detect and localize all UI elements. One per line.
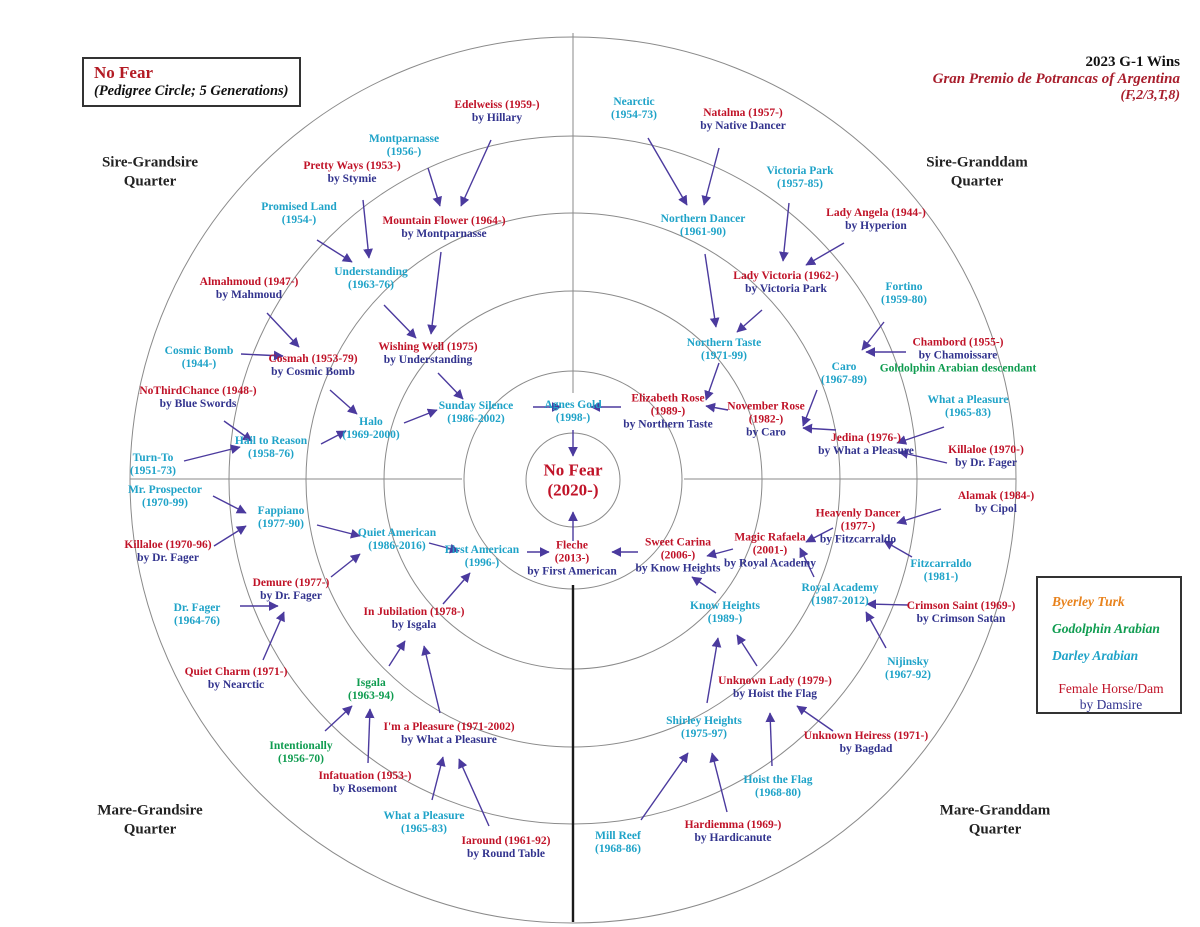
node-text-line: Infatuation (1953-): [318, 770, 412, 783]
node-wishing-well: [378, 341, 477, 367]
node-text-line: First American: [444, 544, 520, 557]
node-unknown-lady: [718, 675, 832, 701]
node-infatuation: [319, 770, 412, 796]
node-text-line: by Mahmoud: [215, 289, 283, 301]
node-lady-victoria: [733, 270, 838, 296]
node-text-line: Caro: [831, 361, 857, 374]
node-text-line: Fitzcarraldo: [910, 558, 972, 571]
quarter-line: Quarter: [950, 173, 1004, 189]
node-text-line: by Royal Academy: [724, 557, 816, 570]
node-text-line: by Know Heights: [635, 562, 721, 575]
node-text-line: What a Pleasure: [383, 810, 465, 823]
legend-damsire-label: by Damsire: [1079, 697, 1143, 713]
node-text-line: Victoria Park: [766, 165, 834, 178]
node-text-line: (1969-2000): [342, 429, 400, 441]
node-agnes-gold: [544, 399, 601, 425]
node-text-line: Fappiano: [257, 505, 305, 518]
quarter-label-mare-grandsire: [97, 801, 202, 839]
node-fortino: [881, 281, 927, 307]
node-text-line: (1986-2016): [368, 540, 426, 552]
node-text-line: (1982-): [748, 413, 784, 426]
node-quiet-american: [358, 527, 436, 553]
node-text-line: Killaloe (1970-): [948, 444, 1024, 457]
node-text-line: by Caro: [746, 426, 786, 439]
node-text-line: Isgala: [356, 677, 386, 690]
node-almahmoud: [200, 276, 299, 302]
node-text-line: Demure (1977-): [252, 577, 330, 590]
node-killaloe-left: [124, 539, 211, 565]
node-fitzcarraldo: [910, 558, 971, 584]
node-text-line: (1970-99): [142, 497, 188, 509]
node-killaloe-right: [948, 444, 1024, 470]
node-text-line: Understanding: [334, 266, 408, 279]
node-mountain-flower: [382, 215, 505, 241]
node-text-line: No Fear: [543, 460, 603, 480]
node-text-line: by Hyperion: [845, 220, 907, 232]
chart-subtitle: (Pedigree Circle; 5 Generations): [94, 83, 289, 99]
quarter-line: Quarter: [123, 821, 177, 837]
node-no-fear: [543, 461, 602, 502]
node-elizabeth-rose: [623, 393, 712, 432]
node-text-line: Sunday Silence: [438, 400, 514, 413]
node-sweet-carina: [636, 537, 721, 576]
node-montparnasse: [369, 133, 439, 159]
node-text-line: Unknown Lady (1979-): [718, 675, 832, 688]
node-text-line: Know Heights: [690, 600, 760, 613]
node-text-line: by Native Dancer: [700, 120, 786, 132]
legend-box: [1036, 576, 1182, 714]
legend-female-horse: [1052, 681, 1170, 713]
node-magic-rafaela: [724, 532, 816, 571]
node-heavenly-dancer: [816, 508, 901, 547]
node-mr-prospector: [128, 484, 202, 510]
node-lady-angela: [826, 207, 926, 233]
node-nothirdchance: [139, 385, 256, 411]
node-text-line: by Blue Swords: [159, 398, 237, 410]
node-text-line: (1956-): [386, 146, 422, 158]
node-text-line: Quiet American: [357, 527, 437, 540]
node-text-line: by Bagdad: [839, 743, 893, 755]
node-text-line: Shirley Heights: [666, 715, 742, 728]
node-edelweiss: [454, 99, 539, 125]
node-text-line: by Isgala: [391, 619, 437, 631]
node-text-line: Nijinsky: [887, 656, 929, 669]
node-cosmic-bomb: [165, 345, 234, 371]
node-jedina: [818, 432, 914, 458]
node-text-line: Mountain Flower (1964-): [382, 215, 506, 228]
node-demure: [253, 577, 330, 603]
node-text-line: by Fitzcarraldo: [819, 533, 897, 546]
node-text-line: by First American: [527, 565, 617, 578]
node-text-line: (1967-92): [885, 669, 931, 681]
node-hoist-the-flag: [744, 774, 813, 800]
node-alamak: [958, 490, 1034, 516]
node-chambord: [880, 337, 1037, 376]
node-royal-academy: [802, 582, 879, 608]
node-fappiano: [258, 505, 305, 531]
node-text-line: (2020-): [547, 481, 599, 500]
node-text-line: (1968-80): [755, 787, 801, 799]
legend-female-label: Female Horse/Dam: [1058, 681, 1164, 696]
node-iaround: [462, 835, 551, 861]
quarter-line: Mare-Granddam: [939, 802, 1051, 819]
node-text-line: Mr. Prospector: [127, 484, 203, 497]
node-text-line: (1959-80): [881, 294, 927, 306]
node-text-line: Dr. Fager: [173, 602, 221, 615]
node-text-line: (1968-86): [595, 843, 641, 855]
node-text-line: (1956-70): [277, 753, 324, 765]
node-text-line: (1963-94): [348, 690, 394, 702]
race-name: Gran Premio de Potrancas of Argentina: [932, 71, 1180, 87]
node-fleche: [527, 540, 616, 579]
node-turn-to: [130, 452, 176, 478]
node-text-line: Cosmic Bomb: [164, 345, 234, 358]
node-text-line: by Rosemont: [332, 783, 398, 795]
node-text-line: by Chamoissare: [918, 349, 998, 362]
node-text-line: Goldolphin Arabian descendant: [879, 362, 1037, 375]
node-text-line: Hardiemma (1969-): [684, 819, 782, 832]
node-sunday-silence: [439, 400, 513, 426]
quarter-line: Sire-Grandsire: [101, 154, 199, 171]
node-unknown-heiress: [804, 730, 928, 756]
node-text-line: What a Pleasure: [927, 394, 1009, 407]
quarter-label-mare-granddam: [940, 801, 1051, 839]
node-nijinsky: [885, 656, 931, 682]
node-text-line: Iaround (1961-92): [461, 835, 551, 848]
node-text-line: Northern Taste: [686, 337, 762, 350]
node-text-line: Halo: [359, 416, 383, 429]
node-northern-dancer: [661, 213, 746, 239]
node-shirley-heights: [666, 715, 742, 741]
node-text-line: by Montparnasse: [401, 228, 487, 240]
quarter-label-sire-granddam: [926, 153, 1027, 191]
node-text-line: Quiet Charm (1971-): [184, 666, 288, 679]
node-text-line: Fleche: [556, 539, 588, 552]
node-halo: [342, 416, 400, 442]
node-text-line: Hail to Reason: [234, 435, 308, 448]
node-text-line: Edelweiss (1959-): [454, 99, 540, 112]
node-text-line: Wishing Well (1975): [378, 341, 478, 354]
node-text-line: (1987-2012): [811, 595, 869, 607]
node-text-line: (1957-85): [777, 178, 823, 190]
node-caro: [821, 361, 867, 387]
node-text-line: by Stymie: [327, 173, 377, 185]
node-text-line: by What a Pleasure: [401, 734, 497, 746]
node-text-line: (1967-89): [821, 374, 867, 386]
node-text-line: by Crimson Satan: [916, 613, 1006, 625]
node-cosmah: [268, 353, 357, 379]
node-isgala: [348, 677, 394, 703]
node-text-line: by Dr. Fager: [137, 552, 199, 564]
node-text-line: by Nearctic: [207, 679, 265, 691]
node-text-line: by Dr. Fager: [955, 457, 1017, 469]
node-text-line: Nearctic: [613, 96, 655, 109]
node-text-line: Lady Angela (1944-): [826, 207, 926, 220]
node-natalma: [700, 107, 786, 133]
node-text-line: (1963-76): [348, 279, 394, 291]
node-text-line: (1977-90): [257, 518, 304, 530]
node-pretty-ways: [303, 160, 400, 186]
node-text-line: Unknown Heiress (1971-): [803, 730, 929, 743]
node-text-line: by Understanding: [383, 354, 473, 366]
legend-darley-arabian: Darley Arabian: [1052, 648, 1139, 663]
node-text-line: by Round Table: [467, 848, 545, 860]
node-text-line: (2013-): [554, 552, 590, 565]
node-text-line: (1989-): [707, 613, 743, 625]
node-text-line: NoThirdChance (1948-): [139, 385, 257, 398]
node-hail-to-reason: [235, 435, 307, 461]
node-text-line: (1958-76): [247, 448, 294, 460]
node-text-line: Northern Dancer: [660, 213, 746, 226]
node-text-line: Montparnasse: [368, 133, 440, 146]
node-text-line: (1975-97): [681, 728, 727, 740]
node-text-line: (1998-): [555, 412, 591, 424]
quarter-line: Mare-Grandsire: [97, 802, 203, 819]
node-text-line: Crimson Saint (1969-): [906, 600, 1016, 613]
node-text-line: (1964-76): [174, 615, 220, 627]
node-im-a-pleasure: [383, 721, 514, 747]
node-text-line: by Victoria Park: [745, 283, 827, 295]
node-text-line: Agnes Gold: [544, 399, 602, 412]
node-text-line: Jedina (1976-): [831, 432, 901, 445]
node-text-line: (1971-99): [701, 350, 747, 362]
node-text-line: Pretty Ways (1953-): [303, 160, 401, 173]
node-text-line: Sweet Carina: [644, 536, 712, 549]
node-text-line: (1965-83): [400, 823, 447, 835]
legend-byerley-turk: Byerley Turk: [1052, 594, 1125, 609]
chart-title: No Fear: [94, 63, 154, 82]
node-text-line: Chambord (1955-): [912, 336, 1004, 349]
node-text-line: Alamak (1984-): [957, 490, 1035, 503]
wins-heading: [933, 54, 1180, 104]
node-dr-fager: [174, 602, 221, 628]
node-text-line: Turn-To: [132, 452, 174, 465]
node-text-line: (2006-): [660, 549, 696, 562]
node-hardiemma: [685, 819, 782, 845]
node-text-line: by Cosmic Bomb: [271, 366, 355, 378]
node-text-line: Royal Academy: [801, 582, 879, 595]
node-text-line: Cosmah (1953-79): [268, 353, 358, 366]
node-northern-taste: [687, 337, 761, 363]
node-text-line: Intentionally: [269, 740, 333, 753]
quarter-line: Sire-Granddam: [926, 154, 1028, 171]
title-box: [82, 57, 301, 107]
node-text-line: by Hoist the Flag: [732, 688, 817, 700]
node-text-line: (1977-): [840, 520, 876, 533]
node-know-heights: [690, 600, 760, 626]
node-text-line: Lady Victoria (1962-): [733, 270, 839, 283]
node-in-jubilation: [364, 606, 465, 632]
node-promised-land: [261, 201, 337, 227]
node-victoria-park: [767, 165, 834, 191]
node-text-line: Fortino: [885, 281, 923, 294]
race-detail: (F,2/3,T,8): [1120, 88, 1180, 103]
node-what-a-pleasure-right: [928, 394, 1009, 420]
quarter-line: Quarter: [968, 821, 1022, 837]
node-text-line: by Dr. Fager: [260, 590, 322, 602]
node-text-line: (1954-73): [611, 109, 657, 121]
node-text-line: (1981-): [923, 571, 959, 583]
node-text-line: November Rose: [727, 400, 805, 413]
node-text-line: Hoist the Flag: [743, 774, 813, 787]
quarter-label-sire-grandsire: [102, 153, 198, 191]
node-text-line: I'm a Pleasure (1971-2002): [383, 721, 515, 734]
node-november-rose: [727, 401, 804, 440]
node-text-line: by What a Pleasure: [818, 445, 914, 457]
node-text-line: (1986-2002): [447, 413, 505, 425]
quarter-line: Quarter: [123, 173, 177, 189]
node-intentionally: [269, 740, 332, 766]
node-text-line: Elizabeth Rose: [631, 392, 705, 405]
node-text-line: by Hardicanute: [694, 832, 772, 844]
node-text-line: (1965-83): [944, 407, 991, 419]
node-text-line: (1996-): [464, 557, 500, 569]
node-text-line: Magic Rafaela: [734, 531, 806, 544]
node-quiet-charm: [185, 666, 288, 692]
node-text-line: Heavenly Dancer: [815, 507, 901, 520]
wins-label: 2023 G-1 Wins: [1085, 54, 1180, 70]
node-understanding: [334, 266, 408, 292]
node-nearctic: [611, 96, 657, 122]
node-text-line: (1961-90): [679, 226, 726, 238]
node-text-line: Almahmoud (1947-): [199, 276, 299, 289]
node-text-line: Promised Land: [261, 201, 337, 214]
node-text-line: In Jubilation (1978-): [363, 606, 465, 619]
node-text-line: (1951-73): [130, 465, 176, 477]
node-first-american: [445, 544, 519, 570]
node-text-line: Mill Reef: [595, 830, 641, 843]
node-crimson-saint: [907, 600, 1016, 626]
node-text-line: (1989-): [650, 405, 686, 418]
node-text-line: by Northern Taste: [623, 418, 713, 431]
node-text-line: by Cipol: [975, 503, 1017, 515]
node-mill-reef: [595, 830, 641, 856]
node-text-line: Killaloe (1970-96): [124, 539, 212, 552]
node-what-a-pleasure-bottom: [384, 810, 465, 836]
legend-godolphin-arabian: Godolphin Arabian: [1052, 621, 1160, 636]
node-text-line: (1944-): [181, 358, 217, 370]
node-text-line: (1954-): [281, 214, 317, 226]
node-text-line: by Hillary: [471, 112, 523, 124]
node-text-line: (2001-): [752, 544, 788, 557]
node-text-line: Natalma (1957-): [703, 107, 783, 120]
